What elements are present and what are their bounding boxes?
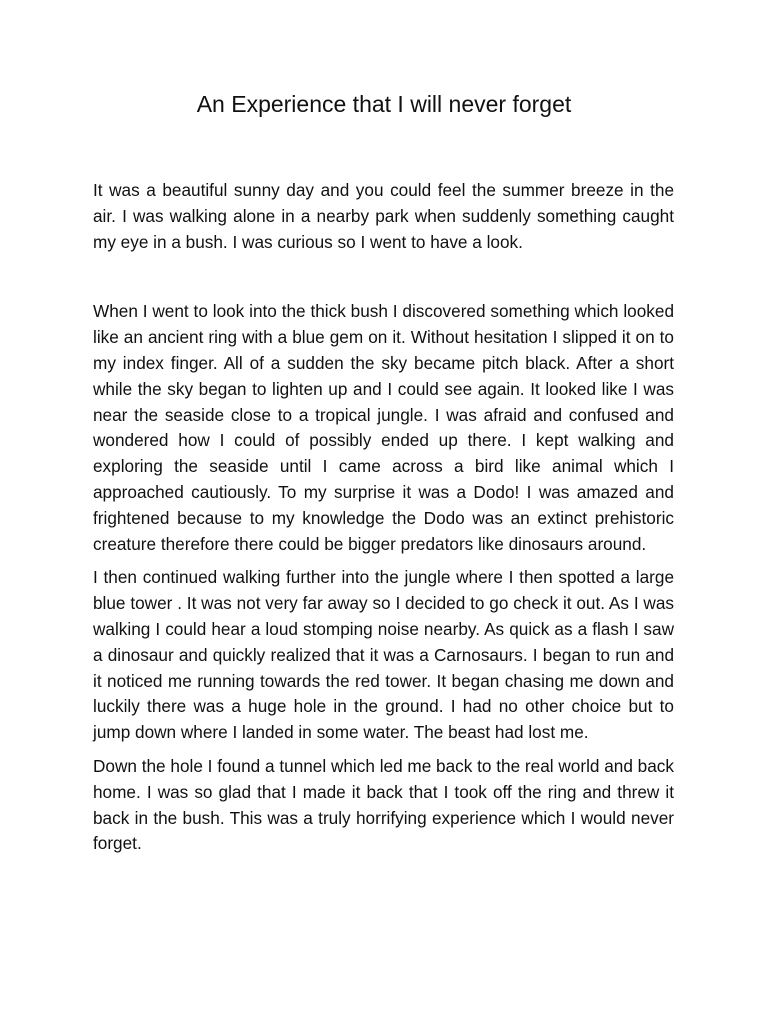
paragraph-4: Down the hole I found a tunnel which led me back to the real world and back home. I was so glad that I made it back that I took off the ring and threw it back in the bush. This was a truly horrifying experience which I would never forget. <box>93 755 674 854</box>
paragraph-1: It was a beautiful sunny day and you could feel the summer breeze in the air. I was walking alone in a nearby park when suddenly something caught my eye in a bush. I was curious so I went to have a look. <box>93 180 674 252</box>
paragraph-2: When I went to look into the thick bush I discovered something which looked like an ancient ring with a blue gem on it. Without hesitation I slipped it on to my index finger. All of a sudden the sky became pitch black. After a short while the sky began to lighten up and I could see again. It looked like I was near the seaside close to a tropical jungle. I was afraid and confused and wondered how I could of possibly ended up there. I kept walking and exploring the seaside until I came across a bird like animal which I approached cautiously. To my surprise it was a Dodo! I was amazed and frightened because to my knowledge the Dodo was an extinct prehistoric creature therefore there could be bigger predators like dinosaurs around. <box>93 301 674 554</box>
paragraph-3: I then continued walking further into the jungle where I then spotted a large blue tower . It was not very far away so I decided to go check it out. As I was walking I could hear a loud stomping noise nearby. As quick as a flash I saw a dinosaur and quickly realized that it was a Carnosaurs. I began to run and it noticed me running towards the red tower. It began chasing me down and luckily there was a huge hole in the ground. I had no other choice but to jump down where I landed in some water. The beast had lost me. <box>93 567 674 743</box>
page-title: An Experience that I will never forget <box>196 91 572 117</box>
body-text <box>93 178 674 857</box>
